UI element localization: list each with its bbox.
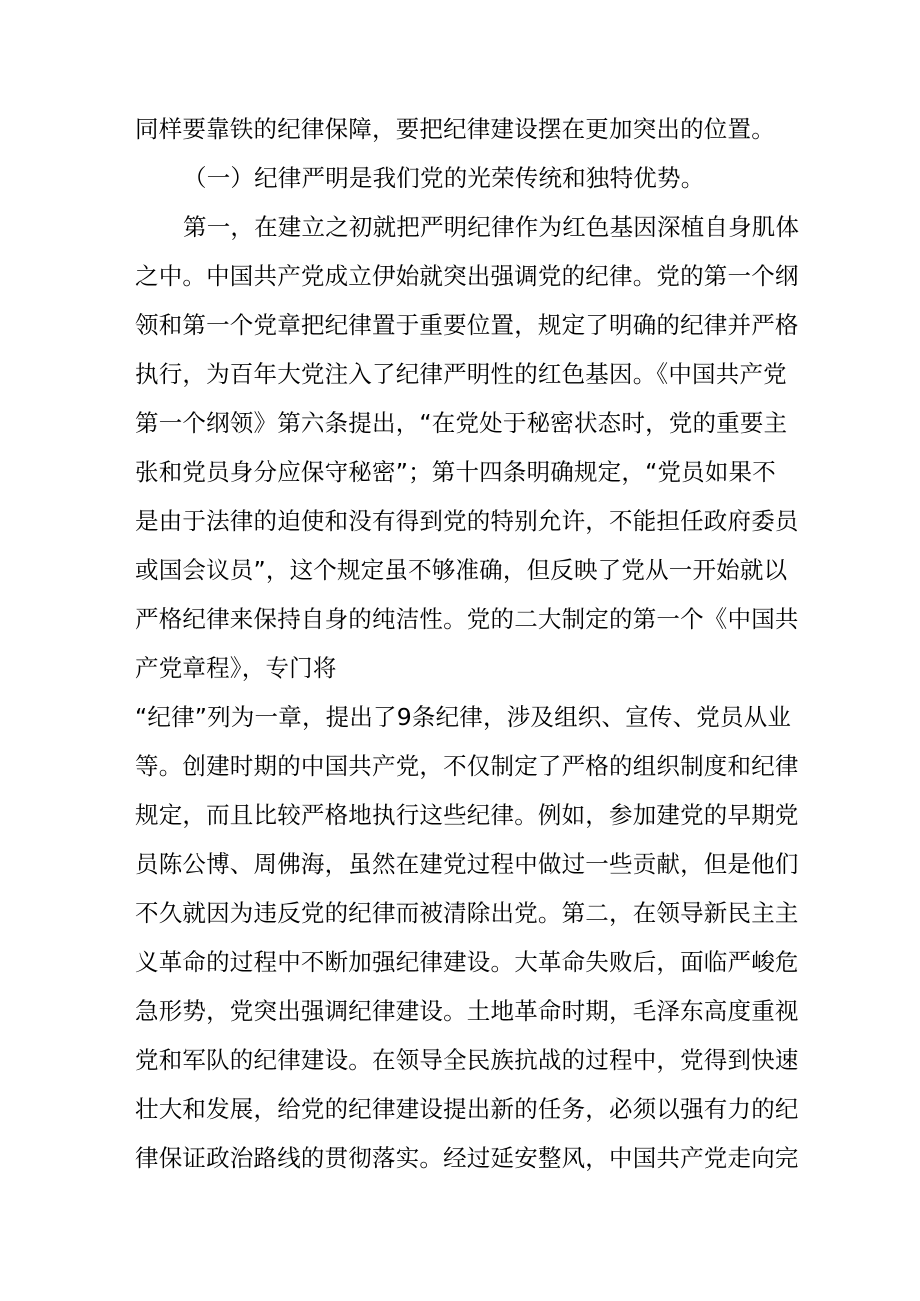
text-line-3: 第一，在建立之初就把严明纪律作为红色基因深植自身肌体 — [183, 213, 800, 241]
text-line-13: “纪律”列为一章，提出了9条纪律，涉及组织、宣传、党员从业 — [135, 703, 792, 731]
text-line-22: 律保证政治路线的贯彻落实。经过延安整风，中国共产党走向完 — [135, 1144, 799, 1172]
text-line-15: 规定，而且比较严格地执行这些纪律。例如，参加建党的早期党 — [135, 801, 799, 829]
text-line-7: 第一个纲领》第六条提出，“在党处于秘密状态时，党的重要主 — [135, 409, 788, 437]
text-line-17: 不久就因为违反党的纪律而被清除出党。第二，在领导新民主主 — [135, 899, 799, 927]
text-line-5: 领和第一个党章把纪律置于重要位置，规定了明确的纪律并严格 — [135, 311, 799, 339]
text-line-19: 急形势，党突出强调纪律建设。土地革命时期，毛泽东高度重视 — [135, 997, 799, 1025]
text-line-21: 壮大和发展，给党的纪律建设提出新的任务，必须以强有力的纪 — [135, 1095, 799, 1123]
text-line-4: 之中。中国共产党成立伊始就突出强调党的纪律。党的第一个纲 — [135, 262, 799, 290]
section-heading: （一）纪律严明是我们党的光荣传统和独特优势。 — [183, 164, 705, 192]
text-line-1: 同样要靠铁的纪律保障，要把纪律建设摆在更加突出的位置。 — [135, 115, 775, 143]
text-line-14: 等。创建时期的中国共产党，不仅制定了严格的组织制度和纪律 — [135, 752, 799, 780]
text-line-16: 员陈公博、周佛海，虽然在建党过程中做过一些贡献，但是他们 — [135, 850, 799, 878]
text-line-12: 产党章程》，专门将 — [135, 654, 337, 682]
text-line-10: 或国会议员”，这个规定虽不够准确，但反映了党从一开始就以 — [135, 556, 788, 584]
text-line-11: 严格纪律来保持自身的纯洁性。党的二大制定的第一个《中国共 — [135, 605, 799, 633]
text-line-18: 义革命的过程中不断加强纪律建设。大革命失败后，面临严峻危 — [135, 948, 799, 976]
text-line-9: 是由于法律的迫使和没有得到党的特别允许，不能担任政府委员 — [135, 507, 799, 535]
text-line-20: 党和军队的纪律建设。在领导全民族抗战的过程中，党得到快速 — [135, 1046, 799, 1074]
text-line-6: 执行，为百年大党注入了纪律严明性的红色基因。《中国共产党 — [135, 360, 787, 388]
text-line-8: 张和党员身分应保守秘密”；第十四条明确规定，“党员如果不 — [135, 458, 776, 486]
